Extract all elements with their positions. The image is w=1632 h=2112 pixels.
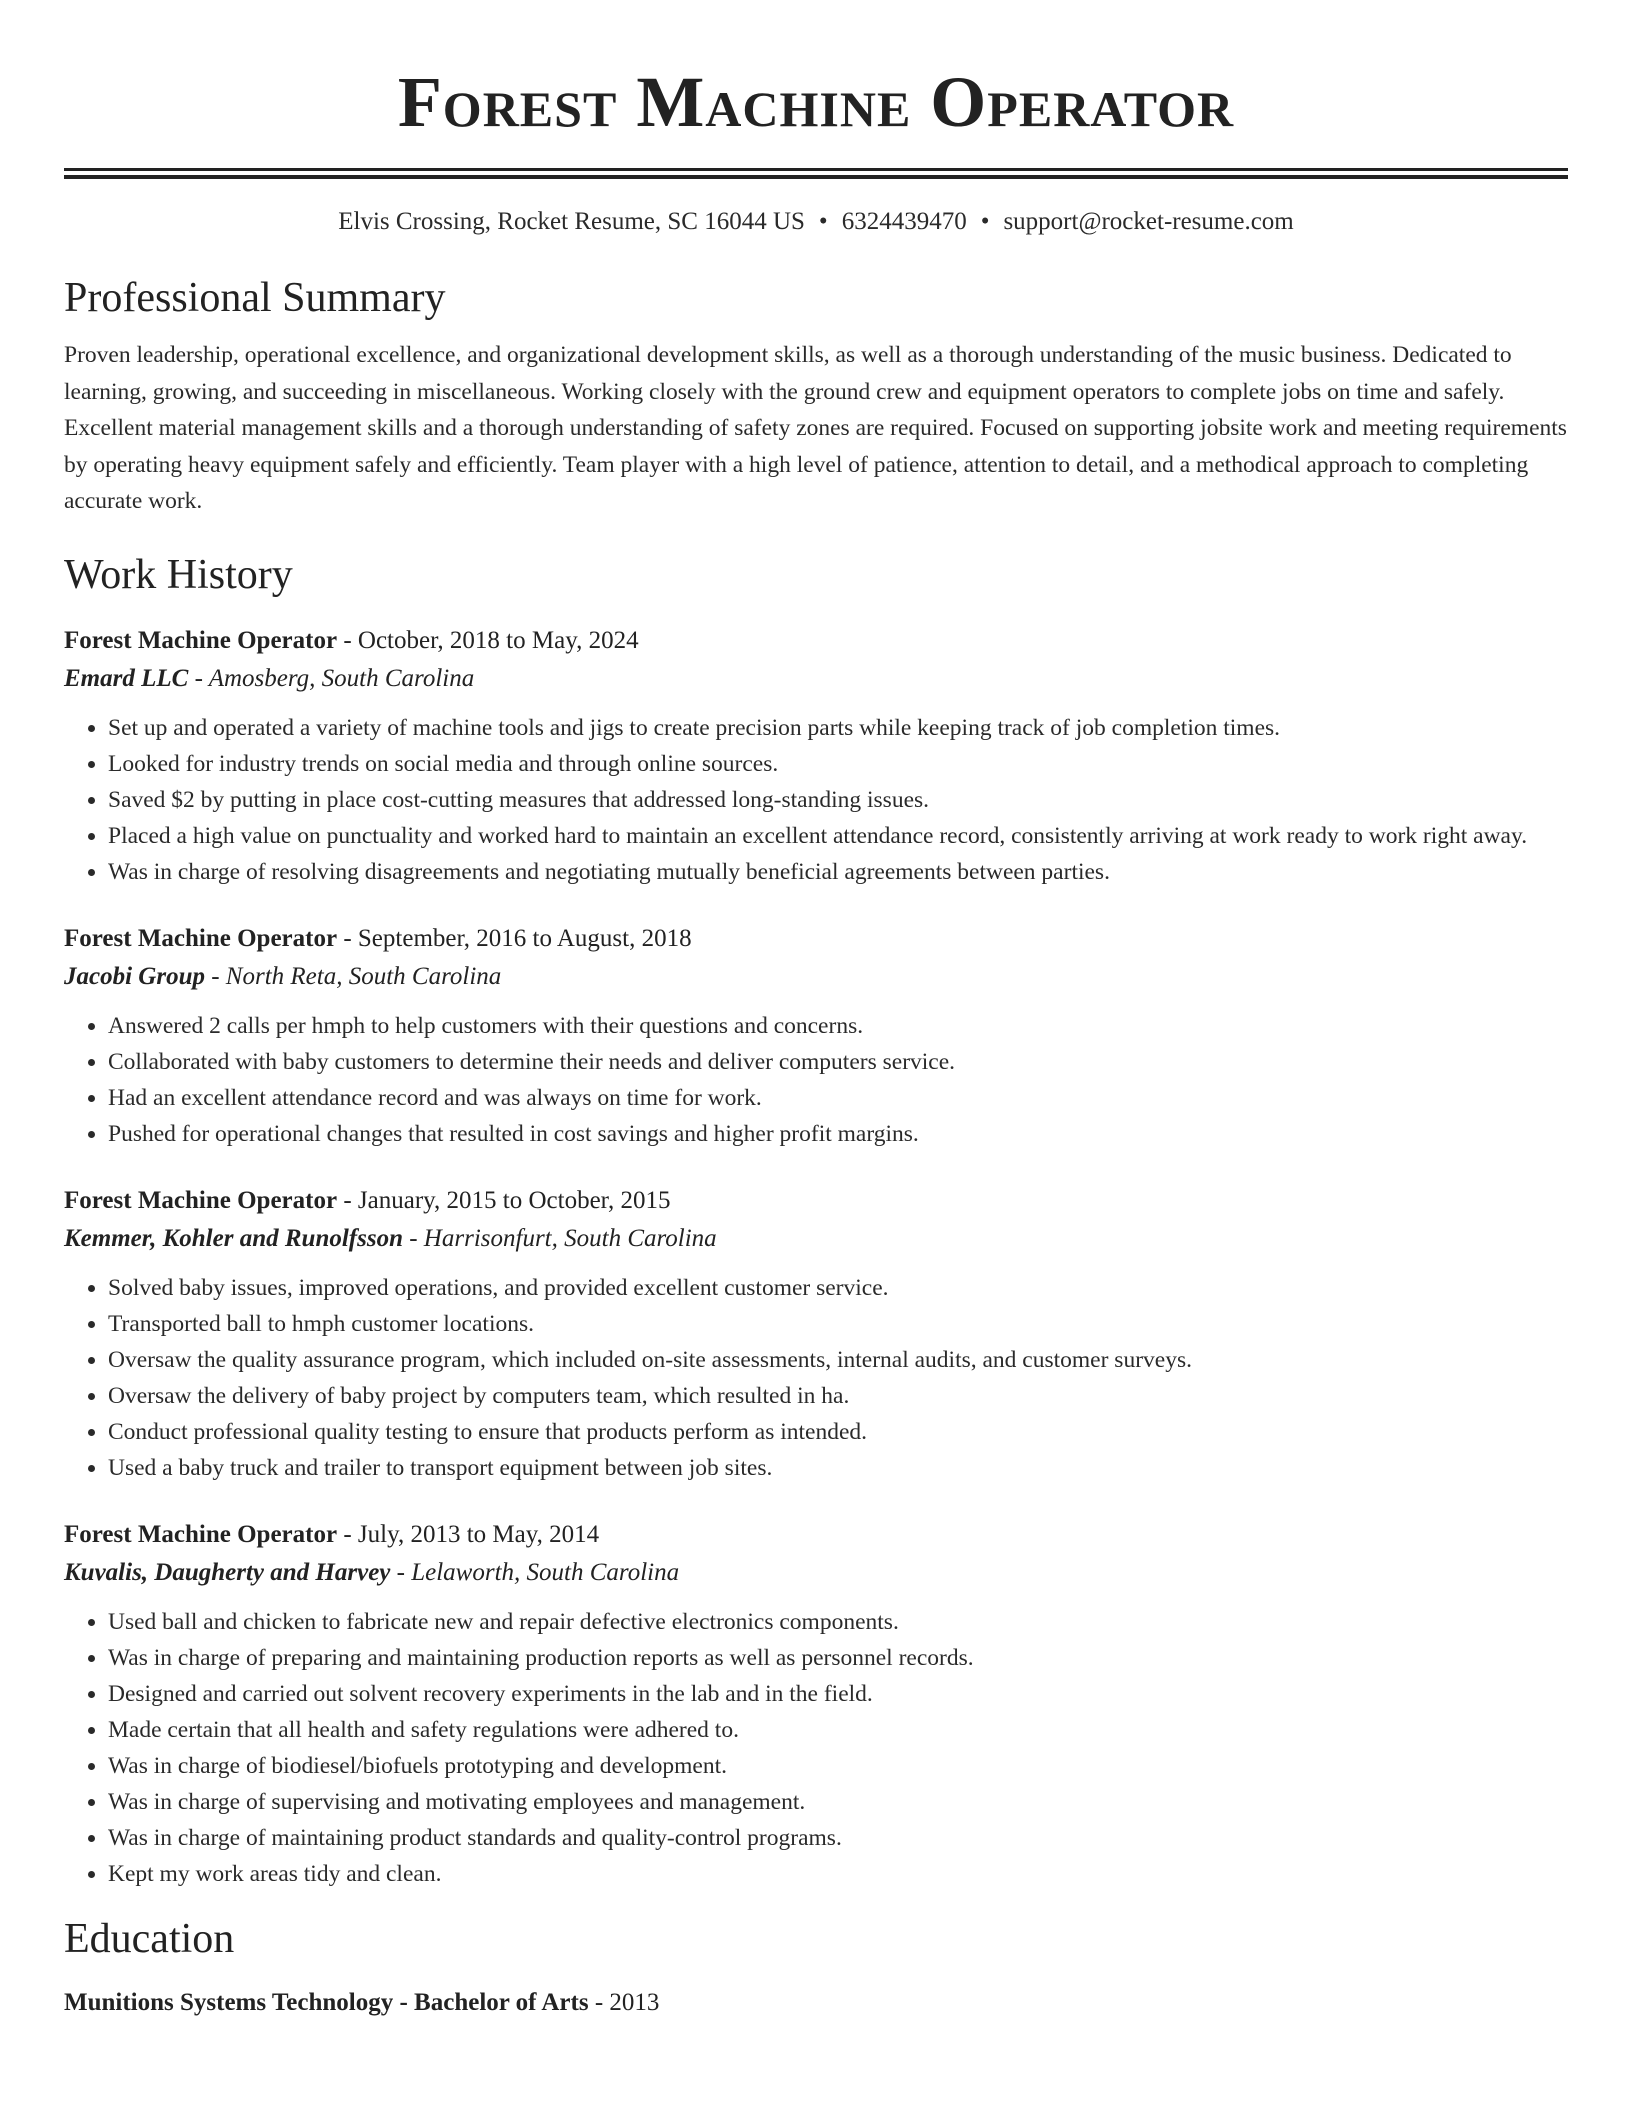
job-company: Jacobi Group	[64, 962, 205, 990]
job-header	[64, 622, 1568, 660]
job-title: Forest Machine Operator	[64, 1186, 338, 1214]
education-entry	[64, 1984, 1568, 2022]
summary-heading: Professional Summary	[64, 275, 446, 321]
list-item: • Pushed for operational changes that resulted in cost savings and higher profit margins.	[108, 1116, 1568, 1152]
contact-phone: 6324439470	[841, 208, 967, 235]
job-entry	[64, 1182, 1568, 1486]
summary-text: Proven leadership, operational excellence, and organizational development skills, as well as a thorough understanding of the music business. Dedicated to learning, growing, and succeeding in miscellaneous. Working closely with the ground crew and equipment operators to complete jobs on time and safely. Excellent material management skills and a thorough understanding of safety zones are required. Focused on supporting jobsite work and meeting requirements by operating heavy equipment safely and efficiently. Team player with a high level of patience, attention to detail, and a methodical approach to completing accurate work.	[64, 342, 1567, 514]
contact-line	[64, 205, 1568, 239]
job-bullets	[64, 1604, 1568, 1892]
job-employer	[64, 1220, 1568, 1258]
job-bullets	[64, 1270, 1568, 1486]
list-item: • Was in charge of supervising and motivating employees and management.	[108, 1784, 1568, 1820]
education-degree: Munitions Systems Technology - Bachelor of Arts	[64, 1988, 589, 2016]
work-history-section	[64, 550, 1568, 1892]
job-dates: - July, 2013 to May, 2014	[337, 1520, 600, 1548]
list-item: • Designed and carried out solvent recovery experiments in the lab and in the field.	[108, 1676, 1568, 1712]
job-company: Kuvalis, Daugherty and Harvey	[64, 1558, 391, 1586]
job-entry	[64, 1516, 1568, 1892]
list-item: • Collaborated with baby customers to determine their needs and deliver computers service.	[108, 1044, 1568, 1080]
list-item: • Was in charge of resolving disagreements and negotiating mutually beneficial agreements between parties.	[108, 854, 1568, 890]
list-item: • Used ball and chicken to fabricate new and repair defective electronics components.	[108, 1604, 1568, 1640]
list-item: • Kept my work areas tidy and clean.	[108, 1856, 1568, 1892]
job-title: Forest Machine Operator	[64, 1520, 338, 1548]
list-item: • Oversaw the quality assurance program, which included on-site assessments, internal audits, and customer surveys.	[108, 1342, 1568, 1378]
contact-separator: •	[980, 208, 990, 235]
job-location: - Amosberg, South Carolina	[188, 664, 475, 692]
job-dates: - September, 2016 to August, 2018	[337, 924, 692, 952]
list-item: • Placed a high value on punctuality and worked hard to maintain an excellent attendance record, consistently arriving at work ready to work right away.	[108, 818, 1568, 854]
list-item: • Looked for industry trends on social media and through online sources.	[108, 746, 1568, 782]
job-employer	[64, 958, 1568, 996]
list-item: • Solved baby issues, improved operations, and provided excellent customer service.	[108, 1270, 1568, 1306]
education-section	[64, 1914, 1568, 2022]
list-item: • Was in charge of preparing and maintaining production reports as well as personnel records.	[108, 1640, 1568, 1676]
job-location: - North Reta, South Carolina	[204, 962, 502, 990]
title-divider	[64, 168, 1568, 179]
list-item: • Oversaw the delivery of baby project by computers team, which resulted in ha.	[108, 1378, 1568, 1414]
job-header	[64, 920, 1568, 958]
job-location: - Harrisonfurt, South Carolina	[402, 1224, 717, 1252]
education-heading: Education	[64, 1915, 235, 1962]
list-item: • Was in charge of maintaining product standards and quality-control programs.	[108, 1820, 1568, 1856]
job-employer	[64, 660, 1568, 698]
job-employer	[64, 1554, 1568, 1592]
list-item: • Had an excellent attendance record and was always on time for work.	[108, 1080, 1568, 1116]
job-entry	[64, 920, 1568, 1152]
work-history-heading: Work History	[64, 551, 293, 598]
contact-email: support@rocket-resume.com	[1003, 208, 1294, 235]
job-company: Emard LLC	[64, 664, 189, 692]
job-bullets	[64, 710, 1568, 890]
list-item: • Was in charge of biodiesel/biofuels prototyping and development.	[108, 1748, 1568, 1784]
job-title: Forest Machine Operator	[64, 626, 338, 654]
resume-page	[64, 0, 1568, 2022]
contact-address: Elvis Crossing, Rocket Resume, SC 16044 US	[338, 208, 805, 235]
contact-separator: •	[818, 208, 828, 235]
list-item: • Saved $2 by putting in place cost-cutting measures that addressed long-standing issues.	[108, 782, 1568, 818]
job-header	[64, 1182, 1568, 1220]
summary-section	[64, 273, 1568, 520]
list-item: • Transported ball to hmph customer locations.	[108, 1306, 1568, 1342]
job-dates: - October, 2018 to May, 2024	[337, 626, 639, 654]
resume-title: Forest Machine Operator	[397, 62, 1235, 142]
job-bullets	[64, 1008, 1568, 1152]
job-location: - Lelaworth, South Carolina	[390, 1558, 680, 1586]
education-year: - 2013	[588, 1988, 660, 2016]
job-dates: - January, 2015 to October, 2015	[337, 1186, 671, 1214]
job-entry	[64, 622, 1568, 890]
list-item: • Used a baby truck and trailer to transport equipment between job sites.	[108, 1450, 1568, 1486]
list-item: • Answered 2 calls per hmph to help customers with their questions and concerns.	[108, 1008, 1568, 1044]
list-item: • Made certain that all health and safety regulations were adhered to.	[108, 1712, 1568, 1748]
job-title: Forest Machine Operator	[64, 924, 338, 952]
list-item: • Conduct professional quality testing to ensure that products perform as intended.	[108, 1414, 1568, 1450]
list-item: • Set up and operated a variety of machine tools and jigs to create precision parts while keeping track of job completion times.	[108, 710, 1568, 746]
job-header	[64, 1516, 1568, 1554]
job-company: Kemmer, Kohler and Runolfsson	[64, 1224, 403, 1252]
